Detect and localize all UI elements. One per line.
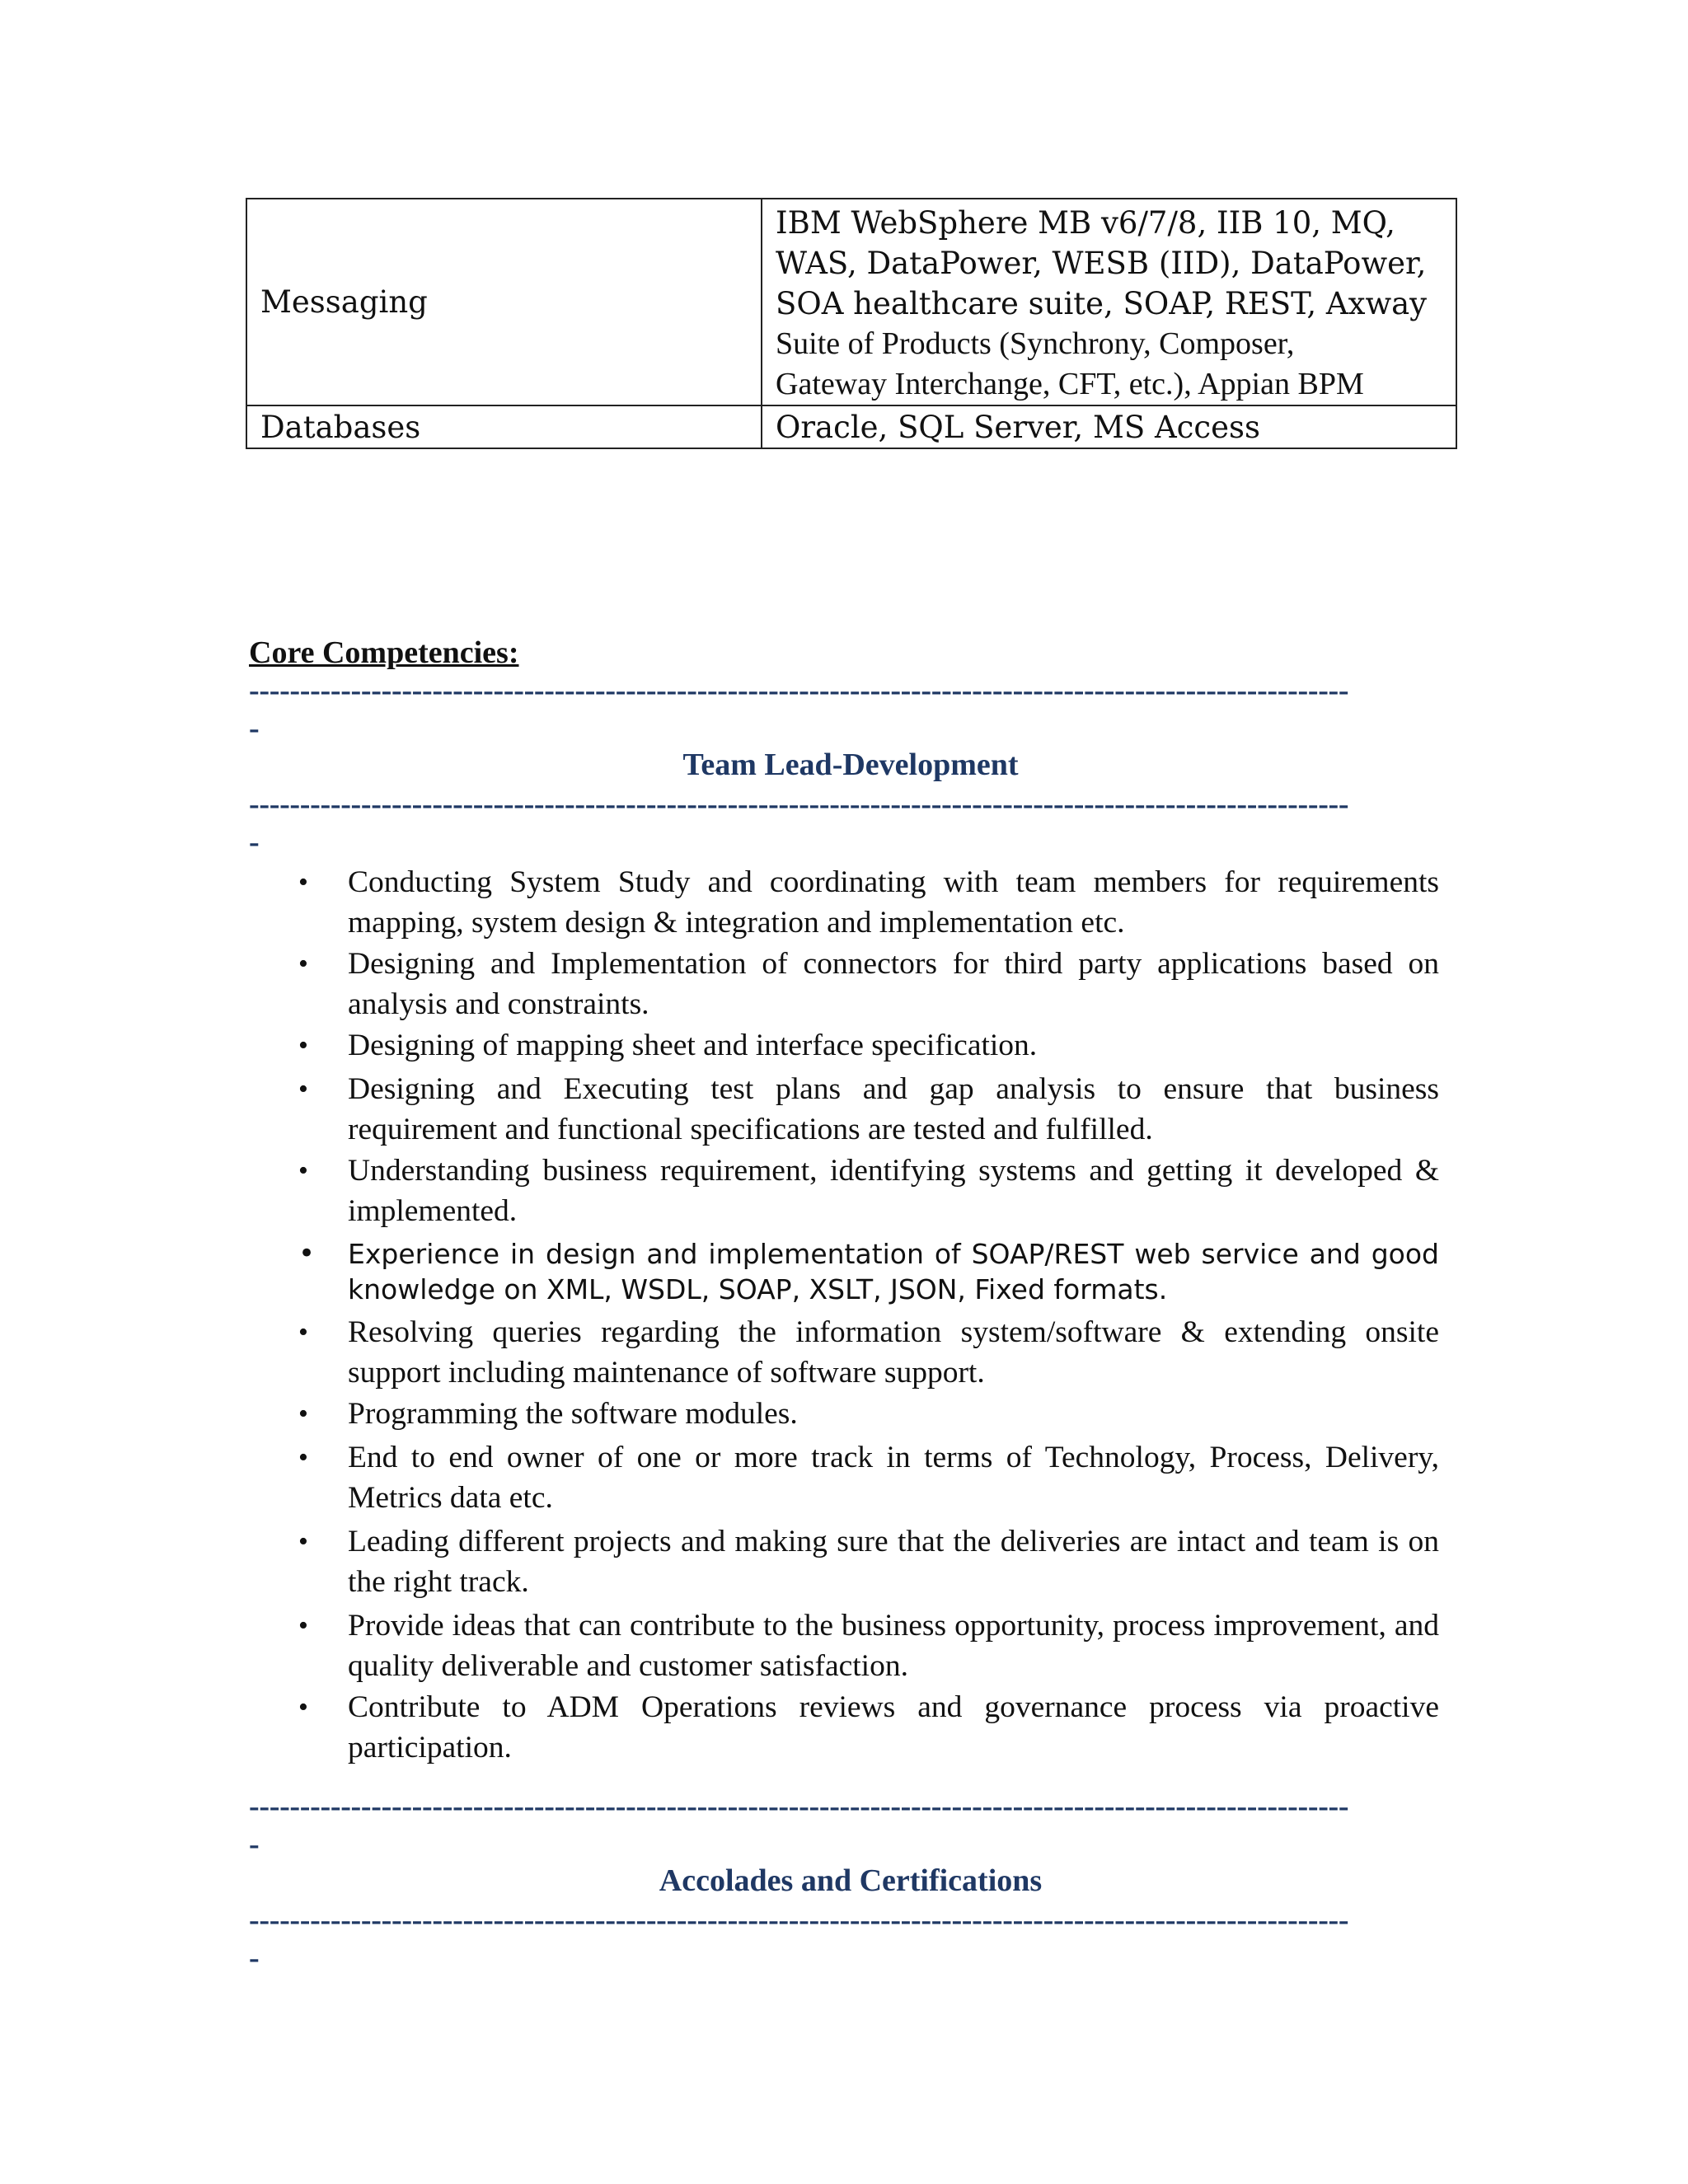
list-item: • Leading different projects and making sure that the deliveries are intact and team is on the right track. bbox=[297, 1521, 1439, 1602]
divider-tail: - bbox=[249, 1941, 260, 1975]
skill-category: Databases bbox=[246, 405, 762, 448]
competency-list bbox=[297, 862, 1439, 1769]
list-item: • Contribute to ADM Operations reviews and governance process via proactive participation. bbox=[297, 1687, 1439, 1768]
bullet-icon: • bbox=[298, 1237, 316, 1270]
skill-value-line: Oracle, SQL Server, MS Access bbox=[776, 409, 1260, 445]
section-heading-team-lead: Team Lead-Development bbox=[682, 748, 1019, 782]
section-heading-accolades: Accolades and Certifications bbox=[659, 1863, 1043, 1898]
bullet-icon: • bbox=[298, 1074, 308, 1104]
bullet-icon: • bbox=[298, 1317, 308, 1347]
bullet-icon: • bbox=[298, 867, 308, 898]
bullet-icon: • bbox=[298, 1526, 308, 1557]
list-item: • Experience in design and implementation of SOAP/REST web service and good knowledge on XML, WSDL, SOAP, XSLT, JSON, Fixed formats. bbox=[298, 1237, 1439, 1305]
list-item: • End to end owner of one or more track in terms of Technology, Process, Delivery, Metrics data etc. bbox=[297, 1437, 1439, 1518]
skill-values bbox=[762, 199, 1456, 405]
divider-line: ------------------------------------------------------------------------------------------------------------ bbox=[249, 787, 1349, 822]
skill-value-line: Suite of Products (Synchrony, Composer, bbox=[776, 326, 1295, 361]
list-item: • Provide ideas that can contribute to the business opportunity, process improvement, and quality deliverable and customer satisfaction. bbox=[297, 1605, 1439, 1686]
list-item: • Conducting System Study and coordinating with team members for requirements mapping, system design & integration and implementation etc. bbox=[297, 862, 1439, 943]
divider-tail: - bbox=[249, 825, 260, 860]
divider-tail: - bbox=[249, 711, 260, 746]
skill-value-line: IBM WebSphere MB v6/7/8, IIB 10, MQ, bbox=[776, 205, 1395, 241]
table-row bbox=[246, 199, 1456, 405]
divider-line: ------------------------------------------------------------------------------------------------------------ bbox=[249, 673, 1349, 708]
bullet-icon: • bbox=[298, 1399, 308, 1429]
bullet-icon: • bbox=[298, 1030, 308, 1061]
skill-value-line: Gateway Interchange, CFT, etc.), Appian BPM bbox=[776, 367, 1364, 401]
core-competencies-title: Core Competencies: bbox=[249, 635, 519, 670]
bullet-icon: • bbox=[298, 1442, 308, 1473]
skill-value-line: SOA healthcare suite, SOAP, REST, Axway bbox=[776, 286, 1428, 321]
skill-category: Messaging bbox=[246, 199, 762, 405]
bullet-icon: • bbox=[298, 949, 308, 979]
list-item: • Understanding business requirement, identifying systems and getting it developed & implemented. bbox=[297, 1151, 1439, 1231]
list-item: • Designing and Implementation of connectors for third party applications based on analysis and constraints. bbox=[297, 944, 1439, 1024]
table-row bbox=[246, 405, 1456, 448]
list-item: • Designing of mapping sheet and interface specification. bbox=[297, 1025, 1439, 1066]
skill-value-line: WAS, DataPower, WESB (IID), DataPower, bbox=[776, 246, 1427, 281]
bullet-icon: • bbox=[298, 1610, 308, 1641]
bullet-icon: • bbox=[298, 1692, 308, 1722]
divider-tail: - bbox=[249, 1827, 260, 1862]
skill-values bbox=[762, 405, 1456, 448]
bullet-icon: • bbox=[298, 1155, 308, 1186]
divider-line: ------------------------------------------------------------------------------------------------------------ bbox=[249, 1903, 1349, 1938]
list-item: • Programming the software modules. bbox=[297, 1394, 1439, 1434]
skills-table bbox=[246, 198, 1457, 449]
list-item: • Resolving queries regarding the information system/software & extending onsite support including maintenance of software support. bbox=[297, 1312, 1439, 1393]
list-item: • Designing and Executing test plans and gap analysis to ensure that business requirement and functional specifications are tested and fulfilled. bbox=[297, 1069, 1439, 1150]
divider-line: ------------------------------------------------------------------------------------------------------------ bbox=[249, 1789, 1349, 1824]
